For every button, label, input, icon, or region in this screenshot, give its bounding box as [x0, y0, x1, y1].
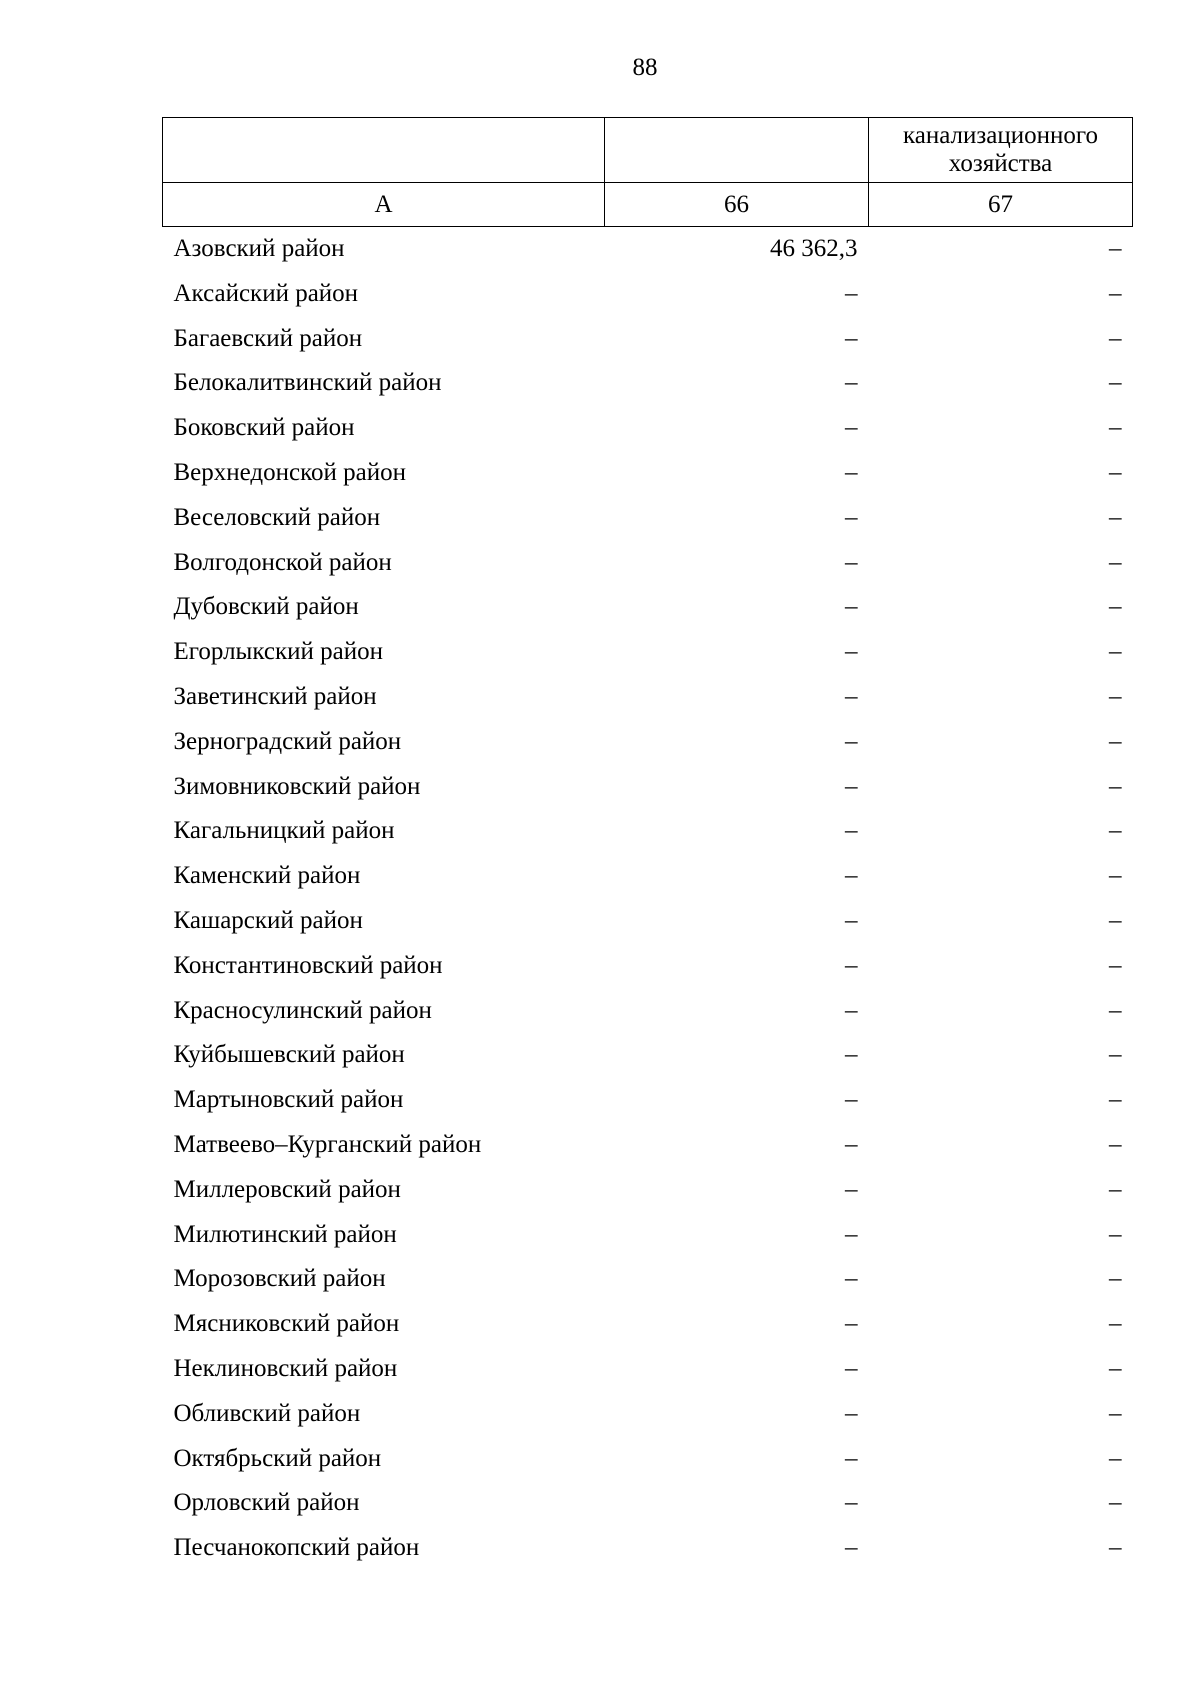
table-row: [163, 317, 1133, 362]
row-name-cell: Куйбышевский район: [173, 1041, 405, 1069]
row-value-67: –: [1109, 1220, 1122, 1248]
row-name-cell: Зерноградский район: [173, 727, 402, 755]
row-value-66: –: [845, 458, 858, 486]
table-row: [163, 227, 1133, 272]
row-value-67: –: [1109, 414, 1122, 442]
row-name-cell: Боковский район: [173, 414, 355, 442]
row-value-67: –: [1109, 1489, 1122, 1517]
row-value-67: –: [1109, 1041, 1122, 1069]
row-value-66: –: [845, 1354, 858, 1382]
table-row: [163, 1481, 1133, 1526]
row-value-67: –: [1109, 1086, 1122, 1114]
row-value-67: –: [1109, 951, 1122, 979]
table-row: [163, 989, 1133, 1034]
row-value-67: –: [1109, 996, 1122, 1024]
row-name-cell: Миллеровский район: [173, 1175, 401, 1203]
row-name-cell: Орловский район: [173, 1489, 360, 1517]
row-value-66: 46 362,3: [770, 235, 858, 262]
row-value-67: –: [1109, 906, 1122, 934]
table-row: [163, 854, 1133, 899]
row-value-67: –: [1109, 324, 1122, 352]
row-value-66: –: [845, 503, 858, 531]
table-row: [163, 1347, 1133, 1392]
row-value-67: –: [1109, 772, 1122, 800]
row-value-66: –: [845, 548, 858, 576]
row-name-cell: Кашарский район: [173, 906, 363, 934]
row-value-67: –: [1109, 369, 1122, 397]
row-value-67: –: [1109, 1175, 1122, 1203]
table-row: [163, 496, 1133, 541]
row-value-66: –: [845, 1086, 858, 1114]
row-name-cell: Октябрьский район: [173, 1444, 382, 1472]
table-header: [163, 118, 1133, 227]
row-name-cell: Дубовский район: [173, 593, 359, 621]
row-value-66: –: [845, 772, 858, 800]
row-value-67: –: [1109, 1265, 1122, 1293]
table-row: [163, 451, 1133, 496]
row-value-66: –: [845, 906, 858, 934]
row-value-66: –: [845, 951, 858, 979]
row-value-66: –: [845, 996, 858, 1024]
header-row-numbers: [163, 183, 1133, 227]
data-table: [162, 117, 1133, 1571]
table-row: [163, 406, 1133, 451]
row-value-66: –: [845, 279, 858, 307]
row-value-67: –: [1109, 682, 1122, 710]
header-col-66: 66: [605, 183, 869, 227]
row-value-66: –: [845, 1220, 858, 1248]
row-value-66: –: [845, 1310, 858, 1338]
table-row: [163, 1437, 1133, 1482]
row-value-67: –: [1109, 1354, 1122, 1382]
row-name-cell: Каменский район: [173, 862, 361, 890]
row-value-67: –: [1109, 503, 1122, 531]
table-row: [163, 1392, 1133, 1437]
table-row: [163, 272, 1133, 317]
row-value-66: –: [845, 1399, 858, 1427]
row-value-66: –: [845, 593, 858, 621]
row-value-66: –: [845, 369, 858, 397]
header-cell-66: [605, 118, 869, 183]
row-name-cell: Неклиновский район: [173, 1354, 398, 1382]
row-name-cell: Верхнедонской район: [173, 458, 406, 486]
header-cell-67: канализационного хозяйства: [869, 118, 1133, 183]
row-value-66: –: [845, 682, 858, 710]
table-row: [163, 765, 1133, 810]
row-name-cell: Аксайский район: [173, 279, 359, 307]
table-row: [163, 1078, 1133, 1123]
header-cell-name: [163, 118, 605, 183]
table-body: [163, 227, 1133, 1571]
row-value-66: –: [845, 862, 858, 890]
row-name-cell: Волгодонской район: [173, 548, 392, 576]
row-name-cell: Матвеево–Курганский район: [173, 1130, 482, 1158]
table-row: [163, 1302, 1133, 1347]
row-name-cell: Багаевский район: [173, 324, 363, 352]
row-name-cell: Песчанокопский район: [173, 1534, 420, 1562]
row-name-cell: Кагальницкий район: [173, 817, 395, 845]
row-name-cell: Морозовский район: [173, 1265, 386, 1293]
row-value-66: –: [845, 1534, 858, 1562]
row-name-cell: Егорлыкский район: [173, 638, 383, 666]
row-name-cell: Белокалитвинский район: [173, 369, 442, 397]
row-name-cell: Зимовниковский район: [173, 772, 421, 800]
row-name-cell: Милютинский район: [173, 1220, 397, 1248]
row-value-67: –: [1109, 862, 1122, 890]
row-value-66: –: [845, 727, 858, 755]
row-value-67: –: [1109, 593, 1122, 621]
table-row: [163, 1213, 1133, 1258]
row-value-66: –: [845, 638, 858, 666]
row-name-cell: Мартыновский район: [173, 1086, 404, 1114]
row-value-66: –: [845, 1130, 858, 1158]
row-value-67: –: [1109, 235, 1122, 262]
row-value-67: –: [1109, 1534, 1122, 1562]
table-row: [163, 944, 1133, 989]
row-value-67: –: [1109, 817, 1122, 845]
data-table-container: [162, 117, 1132, 1571]
row-value-66: –: [845, 1175, 858, 1203]
table-row: [163, 1168, 1133, 1213]
row-name-cell: Константиновский район: [173, 951, 443, 979]
table-row: [163, 1033, 1133, 1078]
row-value-67: –: [1109, 279, 1122, 307]
row-value-67: –: [1109, 1310, 1122, 1338]
row-value-67: –: [1109, 458, 1122, 486]
row-value-66: –: [845, 1041, 858, 1069]
row-name-cell: Заветинский район: [173, 682, 377, 710]
table-row: [163, 361, 1133, 406]
row-value-66: –: [845, 324, 858, 352]
row-value-66: –: [845, 414, 858, 442]
row-name-cell: Обливский район: [173, 1399, 361, 1427]
row-value-67: –: [1109, 548, 1122, 576]
header-col-67: 67: [869, 183, 1133, 227]
table-row: [163, 630, 1133, 675]
row-value-67: –: [1109, 1399, 1122, 1427]
table-row: [163, 675, 1133, 720]
row-value-66: –: [845, 1265, 858, 1293]
row-name-cell: Мясниковский район: [173, 1310, 400, 1338]
row-name-cell: Азовский район: [173, 235, 345, 262]
table-row: [163, 720, 1133, 765]
row-value-67: –: [1109, 1444, 1122, 1472]
header-col-a: А: [163, 183, 605, 227]
header-row-titles: [163, 118, 1133, 183]
table-row: [163, 899, 1133, 944]
row-value-66: –: [845, 1489, 858, 1517]
row-name-cell: Веселовский район: [173, 503, 381, 531]
page-number: 88: [632, 54, 658, 81]
table-row: [163, 585, 1133, 630]
table-row: [163, 541, 1133, 586]
table-row: [163, 1123, 1133, 1168]
table-row: [163, 1257, 1133, 1302]
row-value-67: –: [1109, 1130, 1122, 1158]
table-row: [163, 809, 1133, 854]
row-value-66: –: [845, 817, 858, 845]
table-row: [163, 1526, 1133, 1571]
row-value-66: –: [845, 1444, 858, 1472]
row-value-67: –: [1109, 727, 1122, 755]
row-name-cell: Красносулинский район: [173, 996, 432, 1024]
row-value-67: –: [1109, 638, 1122, 666]
